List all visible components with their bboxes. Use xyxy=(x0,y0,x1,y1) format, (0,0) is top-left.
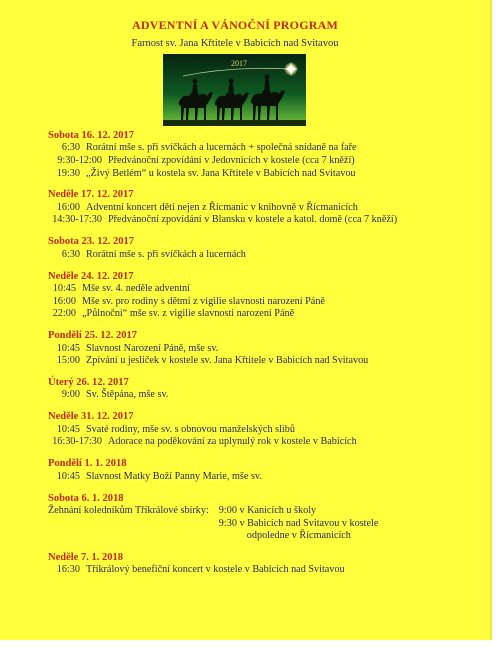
event-time: 16:30-17:30 xyxy=(52,436,102,448)
event-row xyxy=(48,202,468,215)
day-heading: Pondělí 25. 12. 2017 xyxy=(48,330,137,342)
event-time: 10:45 xyxy=(56,423,80,435)
tri-kings-blessing xyxy=(48,505,468,543)
tri-kings-line: 9:00 v Kanicích u školy xyxy=(218,504,317,516)
day-heading: Pondělí 1. 1. 2018 xyxy=(48,458,127,470)
event-row xyxy=(48,249,468,262)
tri-kings-line: odpoledne v Řícmanicích xyxy=(246,530,351,542)
event-text: Mše sv. pro rodiny s dětmi z vigilie slavnosti narození Páně xyxy=(82,295,325,307)
event-text: Sv. Štěpána, mše sv. xyxy=(86,389,169,401)
event-text: Předvánoční zpovídání v Blansku v kostele a katol. domě (cca 7 kněží) xyxy=(108,214,398,226)
event-time: 6:30 xyxy=(61,248,80,260)
program-schedule xyxy=(48,129,468,585)
event-time: 10:45 xyxy=(56,470,80,482)
event-time: 14:30-17:30 xyxy=(52,214,102,226)
day-block xyxy=(48,270,468,321)
event-time: 10:45 xyxy=(52,283,76,295)
day-block xyxy=(48,551,468,577)
event-row xyxy=(48,308,468,321)
day-block-tri-kings xyxy=(48,492,468,543)
event-text: Rorátní mše s. při svíčkách a lucernách xyxy=(86,248,246,260)
three-kings-banner xyxy=(163,54,306,126)
day-heading: Úterý 26. 12. 2017 xyxy=(48,377,129,389)
event-row xyxy=(48,564,468,577)
page-title: ADVENTNÍ A VÁNOČNÍ PROGRAM xyxy=(132,18,338,32)
event-row xyxy=(48,155,468,168)
event-time: 16:00 xyxy=(56,201,80,213)
day-block xyxy=(48,376,468,402)
day-block xyxy=(48,410,468,449)
event-text: Svaté rodiny, mše sv. s obnovou manželských slibů xyxy=(86,423,295,435)
day-block xyxy=(48,457,468,483)
day-heading: Neděle 17. 12. 2017 xyxy=(48,189,134,201)
event-time: 6:30 xyxy=(61,142,80,154)
event-text: Adorace na poděkování za uplynulý rok v kostele v Babicích xyxy=(108,436,357,448)
event-time: 16:30 xyxy=(56,564,80,576)
day-heading: Neděle 24. 12. 2017 xyxy=(48,270,134,282)
tri-kings-lead: Žehnání koledníkům Tříkrálové sbírky: xyxy=(48,504,209,516)
event-row xyxy=(48,214,468,227)
event-row xyxy=(48,296,468,309)
event-text: Adventní koncert dětí nejen z Řícmanic v knihovně v Řícmanicích xyxy=(86,201,358,213)
day-heading: Sobota 16. 12. 2017 xyxy=(48,130,135,141)
event-time: 15:00 xyxy=(56,355,80,367)
event-text: Slavnost Narození Páně, mše sv. xyxy=(86,342,219,354)
event-row xyxy=(48,283,468,296)
banner-year: 2017 xyxy=(231,59,247,68)
event-time: 22:00 xyxy=(52,308,76,320)
event-row xyxy=(48,389,468,402)
event-text: Slavnost Matky Boží Panny Marie, mše sv. xyxy=(86,470,262,482)
event-time: 9:30-12:00 xyxy=(57,155,102,166)
event-row xyxy=(48,343,468,356)
event-time: 10:45 xyxy=(56,342,80,354)
day-heading: Neděle 7. 1. 2018 xyxy=(48,552,123,564)
page-subtitle: Farnost sv. Jana Křtitele v Babicích nad Svitavou xyxy=(131,38,339,49)
day-heading: Neděle 31. 12. 2017 xyxy=(48,411,134,423)
event-row xyxy=(48,424,468,437)
event-time: 19:30 xyxy=(56,167,80,179)
event-row xyxy=(48,168,468,181)
event-time: 16:00 xyxy=(52,295,76,307)
day-heading: Sobota 23. 12. 2017 xyxy=(48,236,135,248)
day-block xyxy=(48,188,468,227)
event-time: 9:00 xyxy=(61,389,80,401)
event-text: Mše sv. 4. neděle adventní xyxy=(82,283,190,295)
event-row xyxy=(48,142,468,155)
event-text: Zpívání u jesliček v kostele sv. Jana Křtitele v Babicích nad Svitavou xyxy=(86,355,369,367)
event-text: „Půlnoční“ mše sv. z vigilie slavnosti narození Páně xyxy=(82,308,295,320)
event-text: Tříkrálový benefiční koncert v kostele v Babicích nad Svitavou xyxy=(86,564,345,576)
event-text: „Živý Betlém“ u kostela sv. Jana Křtitele v Babicích nad Svitavou xyxy=(86,167,356,179)
day-block xyxy=(48,329,468,368)
event-row xyxy=(48,355,468,368)
event-text: Rorátní mše s. při svíčkách a lucernách + společná snídaně na faře xyxy=(86,142,357,154)
event-row xyxy=(48,471,468,484)
event-row xyxy=(48,436,468,449)
tri-kings-line: 9:30 v Babicích nad Svitavou v kostele xyxy=(218,517,379,529)
tri-kings-locations xyxy=(219,505,379,543)
three-kings-illustration xyxy=(163,54,306,126)
day-heading: Sobota 6. 1. 2018 xyxy=(48,492,124,504)
day-block xyxy=(48,129,468,180)
event-text: Předvánoční zpovídání v Jedovnicích v kostele (cca 7 kněží) xyxy=(108,155,355,166)
day-block xyxy=(48,235,468,261)
